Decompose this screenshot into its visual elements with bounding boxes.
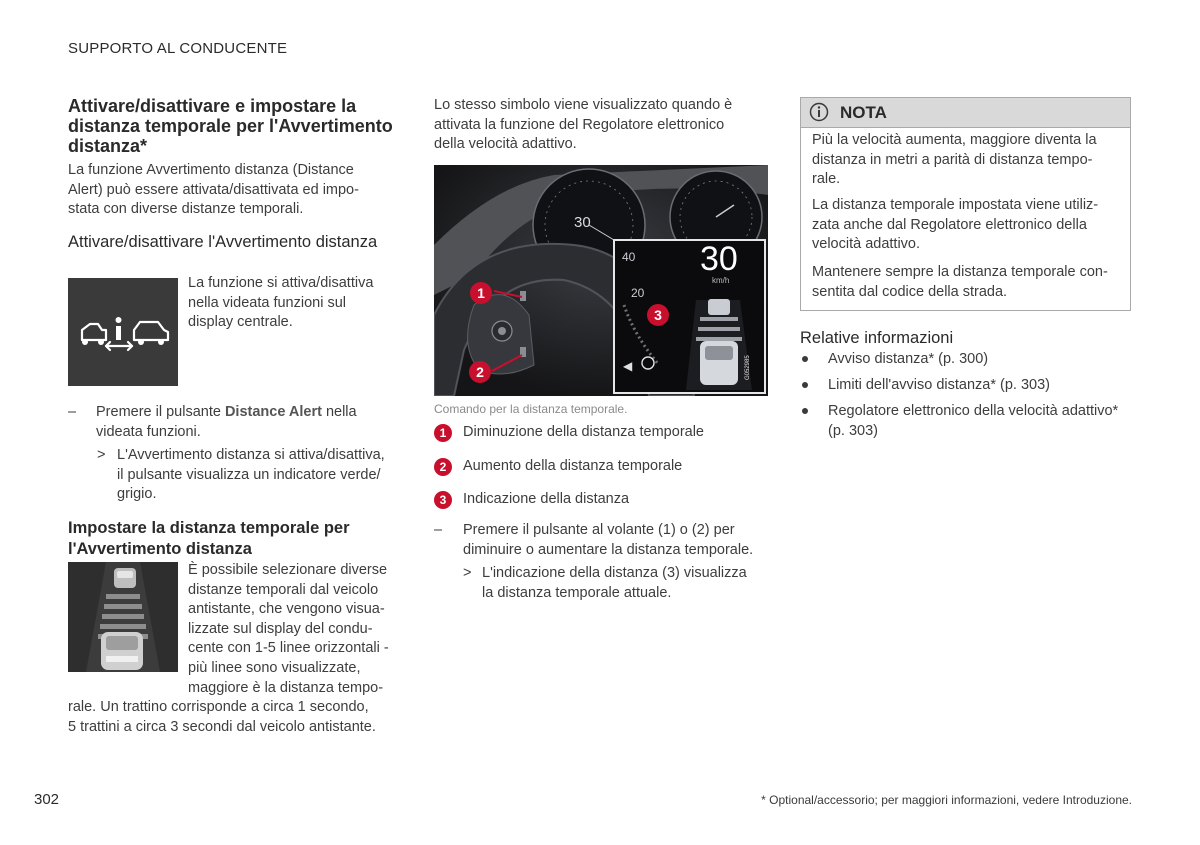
- running-header: SUPPORTO AL CONDUCENTE: [68, 40, 288, 57]
- legend-text: Indicazione della distanza: [463, 491, 630, 507]
- middle-intro: Lo stesso simbolo viene visualizzato quando è attivata la funzione del Regolatore elettronico della velocità adattivo.: [434, 97, 733, 153]
- figure-code: G052985: [745, 355, 751, 380]
- subsection-title-set: Impostare la distanza temporale per l'Avvertimento distanza: [68, 519, 350, 558]
- related-title: Relative informazioni: [800, 329, 954, 347]
- cluster-small-speed: 30: [574, 214, 591, 231]
- nota-header: [801, 98, 1130, 128]
- legend-text: Aumento della distanza temporale: [463, 458, 683, 474]
- info-icon: [809, 102, 829, 122]
- distance-lines-image: [68, 562, 178, 672]
- callout-1: 1: [470, 282, 492, 304]
- activate-description: La funzione si attiva/disattiva nella videata funzioni sul display centrale.: [188, 275, 374, 331]
- figure-caption: Comando per la distanza temporale.: [434, 402, 628, 416]
- callout-2: 2: [469, 361, 491, 383]
- legend-number: 1: [434, 424, 452, 442]
- related-link[interactable]: Regolatore elettronico della velocità adattivo* (p. 303): [828, 403, 1119, 439]
- callout-3: 3: [647, 304, 669, 326]
- bullet-icon: [802, 356, 808, 362]
- legend-item: [434, 491, 452, 509]
- step-instruction: Premere il pulsante Distance Alert nella videata funzioni.: [96, 404, 357, 440]
- svg-text:◀: ◀: [623, 359, 633, 373]
- middle-result-arrow: >: [463, 565, 472, 581]
- middle-step: Premere il pulsante al volante (1) o (2) per diminuire o aumentare la distanza temporale.: [463, 522, 754, 558]
- subsection-title-activate: Attivare/disattivare l'Avvertimento distanza: [68, 233, 378, 251]
- steering-wheel-photo: [434, 165, 768, 396]
- inset-unit: km/h: [712, 276, 730, 285]
- legend-text: Diminuzione della distanza temporale: [463, 424, 704, 440]
- inset-speed: 30: [700, 240, 738, 278]
- related-link[interactable]: Avviso distanza* (p. 300): [828, 351, 989, 367]
- section-title: Attivare/disattivare e impostare la distanza temporale per l'Avvertimento distanza*: [68, 96, 393, 156]
- step-dash: –: [68, 404, 77, 420]
- set-description: È possibile selezionare diverse distanze temporali dal veicolo antistante, che vengono visua- lizzate sul display del condu- cente con 1-5 linee orizzontali - più linee sono visualizzate, maggiore è la distanza tempo-: [188, 562, 389, 696]
- bullet-icon: [802, 408, 808, 414]
- step-result: L'Avvertimento distanza si attiva/disattiva, il pulsante visualizza un indicatore verde/ grigio.: [117, 447, 385, 503]
- nota-box: [800, 97, 1131, 311]
- result-arrow: >: [97, 447, 106, 463]
- nota-paragraph: Più la velocità aumenta, maggiore diventa la distanza in metri a parità di distanza tempo- rale.: [812, 132, 1097, 188]
- inset-mark-20: 20: [631, 286, 645, 300]
- legend-item: [434, 458, 452, 476]
- page-number: 302: [34, 791, 60, 808]
- related-link[interactable]: Limiti dell'avviso distanza* (p. 303): [828, 377, 1050, 393]
- nota-paragraph: La distanza temporale impostata viene utiliz- zata anche dal Regolatore elettronico della velocità adattivo.: [812, 197, 1099, 253]
- distance-alert-icon: [68, 278, 178, 386]
- legend-number: 3: [434, 491, 452, 509]
- bullet-icon: [802, 382, 808, 388]
- legend-number: 2: [434, 458, 452, 476]
- nota-title: NOTA: [840, 103, 887, 122]
- set-description-tail: rale. Un trattino corrisponde a circa 1 secondo, 5 trattini a circa 3 secondi dal veicolo antistante.: [68, 699, 376, 735]
- distance-alert-button-label: Distance Alert: [224, 404, 322, 420]
- footnote: * Optional/accessorio; per maggiori informazioni, vedere Introduzione.: [761, 793, 1132, 807]
- intro-paragraph: La funzione Avvertimento distanza (Distance Alert) può essere attivata/disattivata ed impo- stata con diverse distanze temporali.: [68, 162, 359, 218]
- legend-item: [434, 424, 452, 442]
- inset-mark-40: 40: [622, 250, 636, 264]
- nota-paragraph: Mantenere sempre la distanza temporale con- sentita dal codice della strada.: [812, 264, 1108, 300]
- middle-step-dash: –: [434, 522, 443, 538]
- distance-alert-symbol: [68, 278, 178, 386]
- middle-result: L'indicazione della distanza (3) visualizza la distanza temporale attuale.: [482, 565, 747, 601]
